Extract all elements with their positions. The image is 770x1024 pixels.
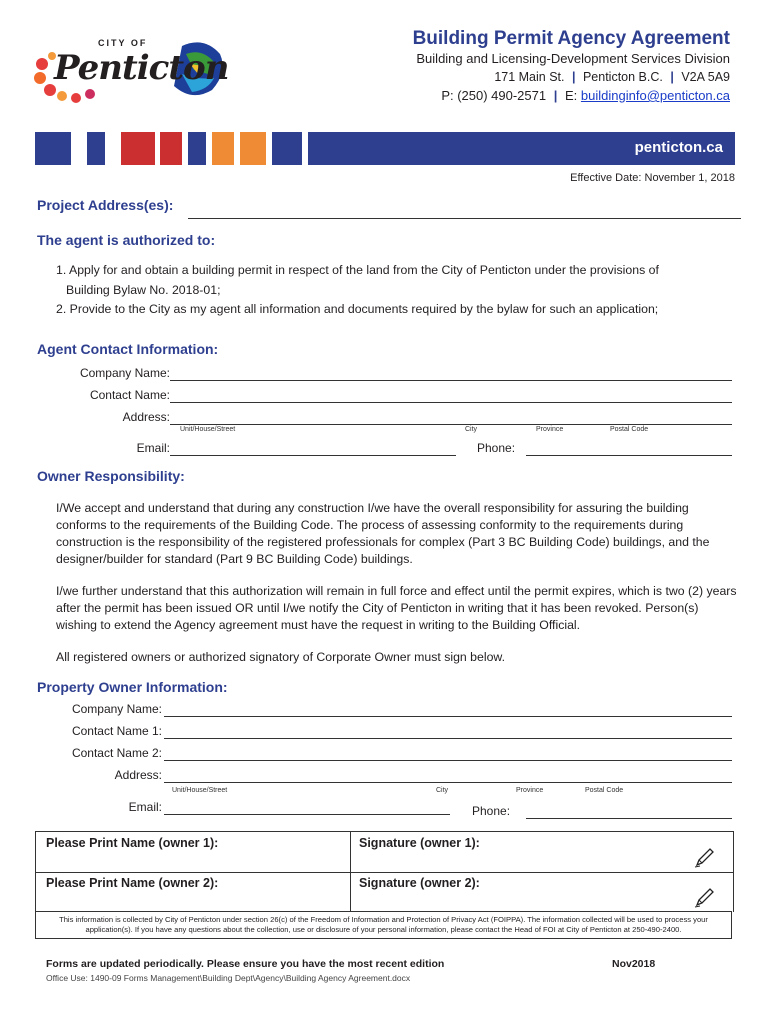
email-prefix: E: <box>565 88 578 103</box>
separator: | <box>571 70 576 84</box>
property-phone-field[interactable] <box>526 818 732 819</box>
site-banner <box>308 132 735 165</box>
phone-text: P: (250) 490-2571 <box>441 88 547 103</box>
authorized-item-1: 1. Apply for and obtain a building permit in respect of the land from the City of Penticton under the provisions of <box>56 263 659 277</box>
property-address-field[interactable] <box>164 782 732 783</box>
footer-office-use: Office Use: 1490-09 Forms Management\Building Dept\Agency\Building Agency Agreement.docx <box>46 973 411 983</box>
color-stripe <box>121 132 155 165</box>
property-phone-label: Phone: <box>472 804 511 818</box>
project-address-field[interactable] <box>188 218 741 219</box>
authorized-heading: The agent is authorized to: <box>37 232 216 248</box>
authorized-item-1-cont: Building Bylaw No. 2018-01; <box>66 283 221 297</box>
property-contact1-label: Contact Name 1: <box>71 724 162 738</box>
color-stripe <box>87 132 105 165</box>
agent-city-caption: City <box>465 426 478 433</box>
form-title: Building Permit Agency Agreement <box>412 28 730 49</box>
agent-contact-heading: Agent Contact Information: <box>37 341 219 357</box>
property-owner-heading: Property Owner Information: <box>37 679 228 695</box>
address-street: 171 Main St. <box>494 70 565 84</box>
city-logo <box>32 34 228 110</box>
footer-notice: Forms are updated periodically. Please ensure you have the most recent edition <box>46 958 445 970</box>
signature-col-divider <box>350 832 351 912</box>
division-name: Building and Licensing-Development Services Division <box>416 51 730 66</box>
agent-address-label: Address: <box>122 410 170 424</box>
footer-version: Nov2018 <box>612 958 656 970</box>
responsibility-paragraph-1: I/We accept and understand that during any construction I/we have the overall responsibility for assuring the building conforms to the requirements of the Building Code. The process of assessing conformity to the requirements during construction is the responsibility of the registered professionals for complex (Part 3 BC Building Code) buildings, and the designer/builder for standard (Part 9 BC Building Code) buildings. <box>56 501 710 566</box>
site-url[interactable]: penticton.ca <box>634 139 723 156</box>
address-postal: V2A 5A9 <box>681 70 730 84</box>
effective-date: Effective Date: November 1, 2018 <box>570 172 735 184</box>
pen-icon <box>694 886 716 911</box>
agent-phone-field[interactable] <box>526 455 732 456</box>
agent-street-caption: Unit/House/Street <box>180 426 236 433</box>
responsibility-paragraph-3: All registered owners or authorized signatory of Corporate Owner must sign below. <box>56 650 506 664</box>
property-city-caption: City <box>436 787 449 794</box>
email-link[interactable]: buildinginfo@penticton.ca <box>580 88 730 103</box>
property-company-field[interactable] <box>164 716 732 717</box>
print-name-owner2-field[interactable]: Please Print Name (owner 2): <box>46 876 219 890</box>
color-stripe <box>35 132 71 165</box>
responsibility-paragraph-2: I/we further understand that this authorization will remain in full force and effect until the permit expires, which is two (2) years after the permit has been issued OR until I/we notify the City of Penticton in writing that it has been revoked. Person(s) wishing to extend the Agency agreement must have the request in writing to the Building Official. <box>56 584 737 632</box>
separator: | <box>670 70 674 84</box>
color-stripe <box>272 132 302 165</box>
agent-company-field[interactable] <box>170 380 732 381</box>
privacy-notice-text: This information is collected by City of Penticton under section 26(c) of the Freedom of Information and Protection of Privacy Act (FOIPPA). The information collected will be used to process your application(s). If you have any questions about the collection, use or disclosure of your personal information, please contact the Head of FOI at City of Penticton at 250-490-2400. <box>59 915 708 934</box>
address-city: Penticton B.C. <box>582 70 663 84</box>
property-province-caption: Province <box>516 787 544 794</box>
property-address-label: Address: <box>114 768 162 782</box>
print-name-owner1-field[interactable]: Please Print Name (owner 1): <box>46 836 219 850</box>
property-contact1-field[interactable] <box>164 738 732 739</box>
property-company-label: Company Name: <box>71 702 162 716</box>
property-contact2-label: Contact Name 2: <box>71 746 162 760</box>
contact-line <box>441 88 730 103</box>
agent-address-field[interactable] <box>170 424 732 425</box>
signature-owner2-field[interactable]: Signature (owner 2): <box>359 876 480 890</box>
agent-phone-label: Phone: <box>477 441 516 455</box>
pen-icon <box>694 846 716 871</box>
logo-name: Penticton <box>54 48 229 88</box>
agent-postal-caption: Postal Code <box>610 426 649 433</box>
signature-row-divider <box>36 872 733 873</box>
separator: | <box>553 88 558 103</box>
agent-company-label: Company Name: <box>79 366 170 380</box>
address-line <box>494 70 730 84</box>
property-street-caption: Unit/House/Street <box>172 787 228 794</box>
color-stripe <box>188 132 206 165</box>
project-address-label: Project Address(es): <box>37 197 174 213</box>
agent-email-label: Email: <box>136 441 170 455</box>
color-stripe <box>212 132 234 165</box>
color-stripe <box>160 132 182 165</box>
agent-contact-field[interactable] <box>170 402 732 403</box>
owner-responsibility-heading: Owner Responsibility: <box>37 468 185 484</box>
property-contact2-field[interactable] <box>164 760 732 761</box>
property-email-label: Email: <box>128 800 162 814</box>
authorized-item-2: 2. Provide to the City as my agent all information and documents required by the bylaw for such an application; <box>56 302 659 316</box>
privacy-notice-box <box>35 911 732 939</box>
agent-contact-label: Contact Name: <box>89 388 170 402</box>
property-email-field[interactable] <box>164 814 450 815</box>
agent-province-caption: Province <box>536 426 564 433</box>
color-stripe <box>240 132 266 165</box>
logo-city-of: CITY OF <box>98 38 148 48</box>
agent-email-field[interactable] <box>170 455 456 456</box>
property-postal-caption: Postal Code <box>585 787 624 794</box>
signature-owner1-field[interactable]: Signature (owner 1): <box>359 836 480 850</box>
